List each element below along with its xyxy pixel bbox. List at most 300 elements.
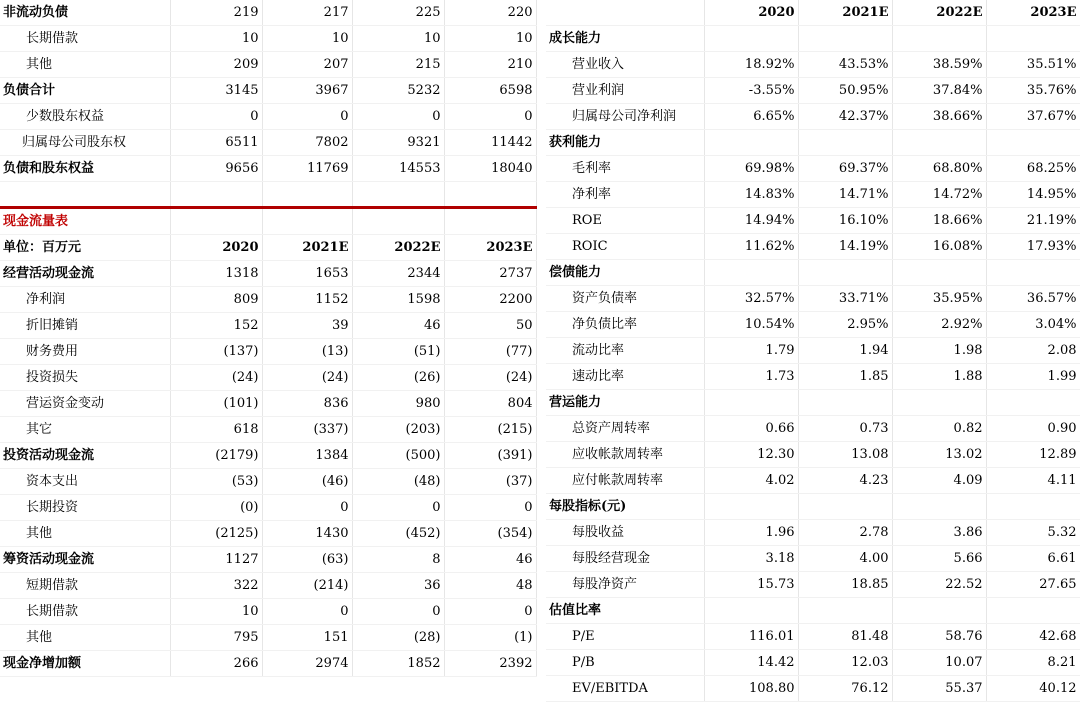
row-label: 营运资金变动 [0, 390, 170, 416]
table-cell [892, 130, 986, 156]
cashflow-title-row [0, 207, 536, 234]
row-label: 其他 [0, 52, 170, 78]
table-cell: 13.08 [798, 442, 892, 468]
table-row [0, 494, 536, 520]
table-cell: 22.52 [892, 572, 986, 598]
row-label: 负债合计 [0, 78, 170, 104]
table-cell: 81.48 [798, 624, 892, 650]
table-cell: 43.53% [798, 52, 892, 78]
table-row [0, 260, 536, 286]
right-panel [546, 0, 1080, 702]
table-row [546, 416, 1080, 442]
table-cell: (28) [352, 624, 444, 650]
row-label: 非流动负债 [0, 0, 170, 26]
table-row [0, 624, 536, 650]
table-cell: 3.86 [892, 520, 986, 546]
table-cell: 1.98 [892, 338, 986, 364]
table-cell: 116.01 [704, 624, 798, 650]
table-cell: 1152 [262, 286, 352, 312]
table-cell: (48) [352, 468, 444, 494]
row-label: EV/EBITDA [546, 676, 704, 702]
row-label: 成长能力 [546, 26, 704, 52]
table-cell: -3.55% [704, 78, 798, 104]
table-row [0, 546, 536, 572]
table-cell: 7802 [262, 130, 352, 156]
table-cell: (1) [444, 624, 536, 650]
table-cell: (77) [444, 338, 536, 364]
table-cell: 3.04% [986, 312, 1080, 338]
table-row [546, 208, 1080, 234]
table-row [0, 104, 536, 130]
table-cell: (214) [262, 572, 352, 598]
table-cell: 13.02 [892, 442, 986, 468]
table-cell: 11.62% [704, 234, 798, 260]
row-label: 财务费用 [0, 338, 170, 364]
table-cell: 55.37 [892, 676, 986, 702]
table-cell: 12.89 [986, 442, 1080, 468]
table-cell: 18.66% [892, 208, 986, 234]
row-label: 偿债能力 [546, 260, 704, 286]
cashflow-header-row [0, 234, 536, 260]
table-cell: 266 [170, 650, 262, 676]
table-cell [892, 494, 986, 520]
table-cell: 1.94 [798, 338, 892, 364]
table-cell: 0 [352, 598, 444, 624]
row-label: 营业利润 [546, 78, 704, 104]
table-cell [704, 390, 798, 416]
table-cell [986, 390, 1080, 416]
table-cell: 207 [262, 52, 352, 78]
table-cell [986, 598, 1080, 624]
table-cell: 16.10% [798, 208, 892, 234]
row-label: 折旧摊销 [0, 312, 170, 338]
table-cell: 3145 [170, 78, 262, 104]
table-row [0, 286, 536, 312]
table-cell: 152 [170, 312, 262, 338]
row-label: 长期投资 [0, 494, 170, 520]
table-cell: 2.95% [798, 312, 892, 338]
table-row [0, 156, 536, 182]
table-cell: 618 [170, 416, 262, 442]
table-cell: 12.03 [798, 650, 892, 676]
table-cell: (391) [444, 442, 536, 468]
table-cell: 58.76 [892, 624, 986, 650]
table-cell [986, 260, 1080, 286]
table-cell: (24) [170, 364, 262, 390]
row-label: 毛利率 [546, 156, 704, 182]
table-cell: 18.85 [798, 572, 892, 598]
table-cell: 46 [352, 312, 444, 338]
row-label: 速动比率 [546, 364, 704, 390]
table-cell: 6511 [170, 130, 262, 156]
table-cell: 14.72% [892, 182, 986, 208]
table-row [546, 364, 1080, 390]
table-row [0, 442, 536, 468]
table-cell: 42.68 [986, 624, 1080, 650]
table-cell: (53) [170, 468, 262, 494]
table-cell: 5.66 [892, 546, 986, 572]
row-label: P/B [546, 650, 704, 676]
table-cell: 1430 [262, 520, 352, 546]
table-row [0, 52, 536, 78]
row-label: 净利率 [546, 182, 704, 208]
row-label: 每股收益 [546, 520, 704, 546]
table-cell: 804 [444, 390, 536, 416]
table-cell: 16.08% [892, 234, 986, 260]
table-cell: 225 [352, 0, 444, 26]
table-row [546, 156, 1080, 182]
table-row [546, 130, 1080, 156]
table-cell: 0 [262, 494, 352, 520]
table-row [546, 650, 1080, 676]
table-row [546, 104, 1080, 130]
row-label: 每股经营现金 [546, 546, 704, 572]
table-row [546, 546, 1080, 572]
table-cell: 5.32 [986, 520, 1080, 546]
row-label: 投资损失 [0, 364, 170, 390]
table-row [0, 312, 536, 338]
table-row [546, 234, 1080, 260]
row-label: ROIC [546, 234, 704, 260]
row-label: 负债和股东权益 [0, 156, 170, 182]
table-cell: 151 [262, 624, 352, 650]
table-cell: (46) [262, 468, 352, 494]
table-cell: 69.98% [704, 156, 798, 182]
table-cell [892, 598, 986, 624]
cashflow-title: 现金流量表 [0, 207, 170, 234]
year-header: 2020 [170, 234, 262, 260]
table-row [546, 442, 1080, 468]
table-cell: 10 [262, 26, 352, 52]
table-row [546, 260, 1080, 286]
table-cell: 9321 [352, 130, 444, 156]
year-header: 2021E [798, 0, 892, 26]
table-cell: 215 [352, 52, 444, 78]
table-cell: 14.94% [704, 208, 798, 234]
row-label: 估值比率 [546, 598, 704, 624]
table-row [546, 338, 1080, 364]
table-cell: (13) [262, 338, 352, 364]
table-cell: 1.73 [704, 364, 798, 390]
table-cell: 1.99 [986, 364, 1080, 390]
table-cell: 14.42 [704, 650, 798, 676]
year-header: 2020 [704, 0, 798, 26]
table-cell: 217 [262, 0, 352, 26]
table-cell: 0 [444, 598, 536, 624]
table-cell [986, 130, 1080, 156]
table-cell: 2.08 [986, 338, 1080, 364]
table-cell: 10.07 [892, 650, 986, 676]
table-cell: 17.93% [986, 234, 1080, 260]
table-row [546, 494, 1080, 520]
table-row [0, 572, 536, 598]
table-cell: (354) [444, 520, 536, 546]
table-cell: 0 [262, 598, 352, 624]
row-label: 每股净资产 [546, 572, 704, 598]
table-cell: 2200 [444, 286, 536, 312]
row-label: 长期借款 [0, 598, 170, 624]
table-cell: 12.30 [704, 442, 798, 468]
table-cell: (452) [352, 520, 444, 546]
table-cell [798, 130, 892, 156]
table-cell: 14.19% [798, 234, 892, 260]
table-cell: 15.73 [704, 572, 798, 598]
row-label: 筹资活动现金流 [0, 546, 170, 572]
table-cell: 108.80 [704, 676, 798, 702]
table-cell: 39 [262, 312, 352, 338]
table-cell [986, 26, 1080, 52]
table-cell: 14553 [352, 156, 444, 182]
table-cell: (101) [170, 390, 262, 416]
table-cell: 1653 [262, 260, 352, 286]
table-cell: 1598 [352, 286, 444, 312]
table-cell: 6598 [444, 78, 536, 104]
table-cell: 0 [444, 104, 536, 130]
table-cell: 18.92% [704, 52, 798, 78]
row-label: 短期借款 [0, 572, 170, 598]
left-panel [0, 0, 536, 677]
table-cell: 2.92% [892, 312, 986, 338]
table-row [0, 598, 536, 624]
table-row [0, 390, 536, 416]
table-row [546, 624, 1080, 650]
table-cell [798, 598, 892, 624]
row-label: 总资产周转率 [546, 416, 704, 442]
table-cell: 836 [262, 390, 352, 416]
table-row [546, 520, 1080, 546]
row-label: 少数股东权益 [0, 104, 170, 130]
table-cell: 42.37% [798, 104, 892, 130]
table-cell: (337) [262, 416, 352, 442]
row-label: 应收帐款周转率 [546, 442, 704, 468]
table-cell: 0.66 [704, 416, 798, 442]
table-cell: 322 [170, 572, 262, 598]
table-cell: 4.23 [798, 468, 892, 494]
row-label: 营运能力 [546, 390, 704, 416]
table-cell: 69.37% [798, 156, 892, 182]
table-cell: 5232 [352, 78, 444, 104]
table-cell: 35.76% [986, 78, 1080, 104]
table-cell: (500) [352, 442, 444, 468]
table-cell: 10 [170, 26, 262, 52]
row-label: 归属母公司股东权 [0, 130, 170, 156]
table-cell [892, 390, 986, 416]
table-cell: 3.18 [704, 546, 798, 572]
row-label: 净利润 [0, 286, 170, 312]
table-cell: (24) [444, 364, 536, 390]
table-row [546, 676, 1080, 702]
table-cell: 219 [170, 0, 262, 26]
table-cell: 33.71% [798, 286, 892, 312]
ratios-table [546, 0, 1080, 702]
row-label: 流动比率 [546, 338, 704, 364]
row-label: 营业收入 [546, 52, 704, 78]
table-cell: 1.88 [892, 364, 986, 390]
table-cell: 0 [352, 104, 444, 130]
table-cell: 210 [444, 52, 536, 78]
row-label: 现金净增加额 [0, 650, 170, 676]
table-cell [704, 26, 798, 52]
table-cell [704, 598, 798, 624]
table-cell [798, 390, 892, 416]
table-cell [798, 260, 892, 286]
table-cell: 1852 [352, 650, 444, 676]
table-cell: 11442 [444, 130, 536, 156]
table-cell: 6.61 [986, 546, 1080, 572]
year-header: 2022E [352, 234, 444, 260]
row-label: 投资活动现金流 [0, 442, 170, 468]
year-header: 2021E [262, 234, 352, 260]
table-cell: 2344 [352, 260, 444, 286]
table-cell: 220 [444, 0, 536, 26]
year-header: 2022E [892, 0, 986, 26]
row-label: 应付帐款周转率 [546, 468, 704, 494]
table-cell: (203) [352, 416, 444, 442]
table-cell: 2.78 [798, 520, 892, 546]
table-cell: (215) [444, 416, 536, 442]
table-cell: 9656 [170, 156, 262, 182]
table-cell: 36 [352, 572, 444, 598]
table-cell: 980 [352, 390, 444, 416]
table-cell: 38.59% [892, 52, 986, 78]
table-cell: 37.84% [892, 78, 986, 104]
row-label: 净负债比率 [546, 312, 704, 338]
table-cell: (51) [352, 338, 444, 364]
row-label: 资本支出 [0, 468, 170, 494]
table-row [0, 130, 536, 156]
cashflow-table [0, 182, 537, 677]
table-cell: 795 [170, 624, 262, 650]
row-label: 其它 [0, 416, 170, 442]
table-row [0, 0, 536, 26]
table-cell: 35.95% [892, 286, 986, 312]
table-cell: 21.19% [986, 208, 1080, 234]
table-row [546, 312, 1080, 338]
table-cell [892, 260, 986, 286]
table-cell: 6.65% [704, 104, 798, 130]
table-cell: 10 [170, 598, 262, 624]
table-row [0, 416, 536, 442]
row-label: 归属母公司净利润 [546, 104, 704, 130]
table-cell: 1.85 [798, 364, 892, 390]
table-cell: 4.11 [986, 468, 1080, 494]
ratios-header-row [546, 0, 1080, 26]
row-label: 长期借款 [0, 26, 170, 52]
row-label: ROE [546, 208, 704, 234]
table-cell: 48 [444, 572, 536, 598]
table-row [0, 468, 536, 494]
table-cell: 14.71% [798, 182, 892, 208]
table-cell: (2125) [170, 520, 262, 546]
table-cell [798, 494, 892, 520]
table-cell: 1384 [262, 442, 352, 468]
table-cell: 2737 [444, 260, 536, 286]
table-row [0, 78, 536, 104]
table-row [546, 182, 1080, 208]
table-cell: 0 [170, 104, 262, 130]
table-cell: 209 [170, 52, 262, 78]
table-row [546, 286, 1080, 312]
row-label: 资产负债率 [546, 286, 704, 312]
table-cell: 40.12 [986, 676, 1080, 702]
table-cell: 4.09 [892, 468, 986, 494]
table-row [546, 390, 1080, 416]
table-cell: 10 [444, 26, 536, 52]
table-cell: 1.96 [704, 520, 798, 546]
table-cell: 50 [444, 312, 536, 338]
table-cell: 0 [262, 104, 352, 130]
table-cell: 8.21 [986, 650, 1080, 676]
table-cell: 2974 [262, 650, 352, 676]
unit-label: 单位：百万元 [0, 234, 170, 260]
table-cell: 0.90 [986, 416, 1080, 442]
table-cell [892, 26, 986, 52]
table-cell: 37.67% [986, 104, 1080, 130]
table-cell: 35.51% [986, 52, 1080, 78]
table-cell [704, 130, 798, 156]
table-cell: 76.12 [798, 676, 892, 702]
table-cell: 68.25% [986, 156, 1080, 182]
table-row [546, 468, 1080, 494]
table-cell: 50.95% [798, 78, 892, 104]
table-cell: 1318 [170, 260, 262, 286]
table-cell: 11769 [262, 156, 352, 182]
table-cell: 36.57% [986, 286, 1080, 312]
table-row [0, 520, 536, 546]
table-row [546, 78, 1080, 104]
table-row [0, 650, 536, 676]
table-cell: 0 [352, 494, 444, 520]
table-cell [704, 494, 798, 520]
year-header: 2023E [986, 0, 1080, 26]
table-cell: 46 [444, 546, 536, 572]
table-cell: (0) [170, 494, 262, 520]
table-row [546, 52, 1080, 78]
table-cell: 27.65 [986, 572, 1080, 598]
table-cell: (37) [444, 468, 536, 494]
table-cell: 32.57% [704, 286, 798, 312]
table-cell: 3967 [262, 78, 352, 104]
table-cell: 10.54% [704, 312, 798, 338]
table-row [546, 598, 1080, 624]
table-row [0, 364, 536, 390]
table-row [0, 26, 536, 52]
table-cell: 0.82 [892, 416, 986, 442]
balance-sheet-tail-table [0, 0, 537, 182]
table-cell [798, 26, 892, 52]
table-cell: 14.95% [986, 182, 1080, 208]
row-label: 其他 [0, 520, 170, 546]
table-cell: 1.79 [704, 338, 798, 364]
table-cell: 10 [352, 26, 444, 52]
table-row [0, 338, 536, 364]
row-label: P/E [546, 624, 704, 650]
table-cell: 1127 [170, 546, 262, 572]
table-cell: 18040 [444, 156, 536, 182]
table-cell: 38.66% [892, 104, 986, 130]
table-cell: (2179) [170, 442, 262, 468]
table-cell: (24) [262, 364, 352, 390]
table-cell: (63) [262, 546, 352, 572]
table-cell: 68.80% [892, 156, 986, 182]
table-cell: 14.83% [704, 182, 798, 208]
row-label: 其他 [0, 624, 170, 650]
table-cell: (26) [352, 364, 444, 390]
table-cell: 4.00 [798, 546, 892, 572]
table-row [546, 26, 1080, 52]
table-cell: 8 [352, 546, 444, 572]
table-cell [986, 494, 1080, 520]
